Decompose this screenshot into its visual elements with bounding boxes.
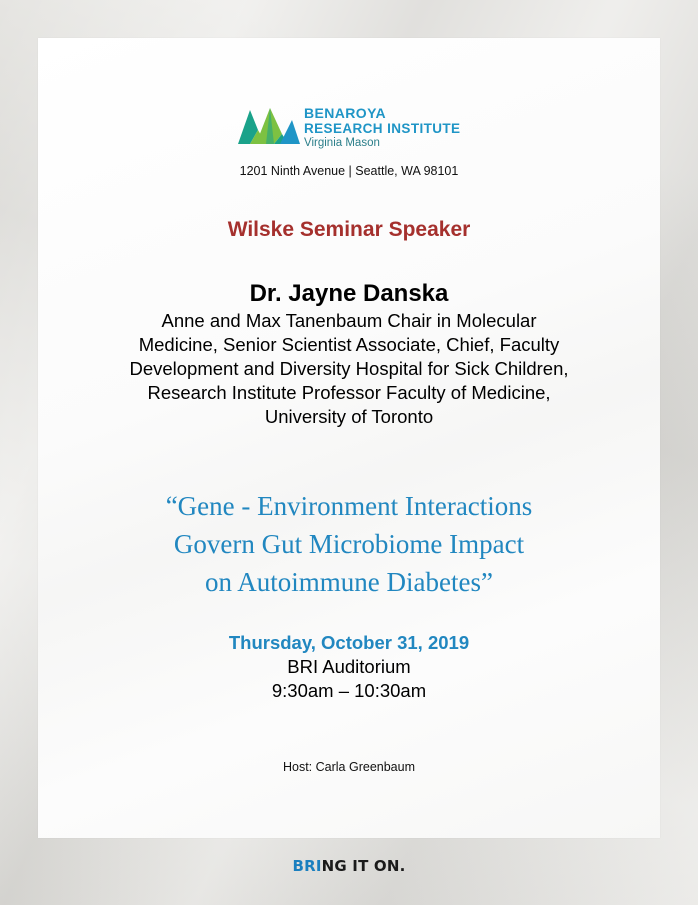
institute-logo [236, 104, 476, 150]
bring-it-on-tagline [0, 857, 698, 875]
talk-title-line: on Autoimmune Diabetes” [205, 567, 493, 597]
event-date: Thursday, October 31, 2019 [228, 632, 470, 653]
affiliation-line: Anne and Max Tanenbaum Chair in Molecular [161, 310, 537, 331]
talk-title [60, 487, 638, 601]
event-host: Host: Carla Greenbaum [282, 760, 415, 774]
speaker-name: Dr. Jayne Danska [249, 280, 449, 307]
talk-title-line: “Gene - Environment Interactions [165, 491, 533, 521]
affiliation-line: Development and Diversity Hospital for Sick Children, [129, 358, 569, 379]
address-line: 1201 Ninth Avenue | Seattle, WA 98101 [239, 164, 459, 178]
speaker-affiliation [90, 309, 608, 429]
logo-line-benaroya: BENAROYA [304, 105, 387, 121]
affiliation-line: Research Institute Professor Faculty of Medicine, [147, 382, 551, 403]
logo-line-research-institute: RESEARCH INSTITUTE [304, 121, 461, 136]
event-venue: BRI Auditorium [287, 656, 411, 677]
tagline-part-bri: BRI [292, 857, 322, 875]
talk-title-line: Govern Gut Microbiome Impact [173, 529, 525, 559]
seminar-series-heading: Wilske Seminar Speaker [227, 218, 471, 241]
bri-mountain-logo-icon [236, 104, 302, 150]
event-time: 9:30am – 10:30am [271, 680, 427, 701]
logo-line-virginia-mason: Virginia Mason [304, 136, 380, 149]
affiliation-line: Medicine, Senior Scientist Associate, Chief, Faculty [138, 334, 560, 355]
tagline-part-rest: NG IT ON. [321, 857, 406, 875]
affiliation-line: University of Toronto [264, 406, 434, 427]
flyer-card [38, 38, 660, 838]
